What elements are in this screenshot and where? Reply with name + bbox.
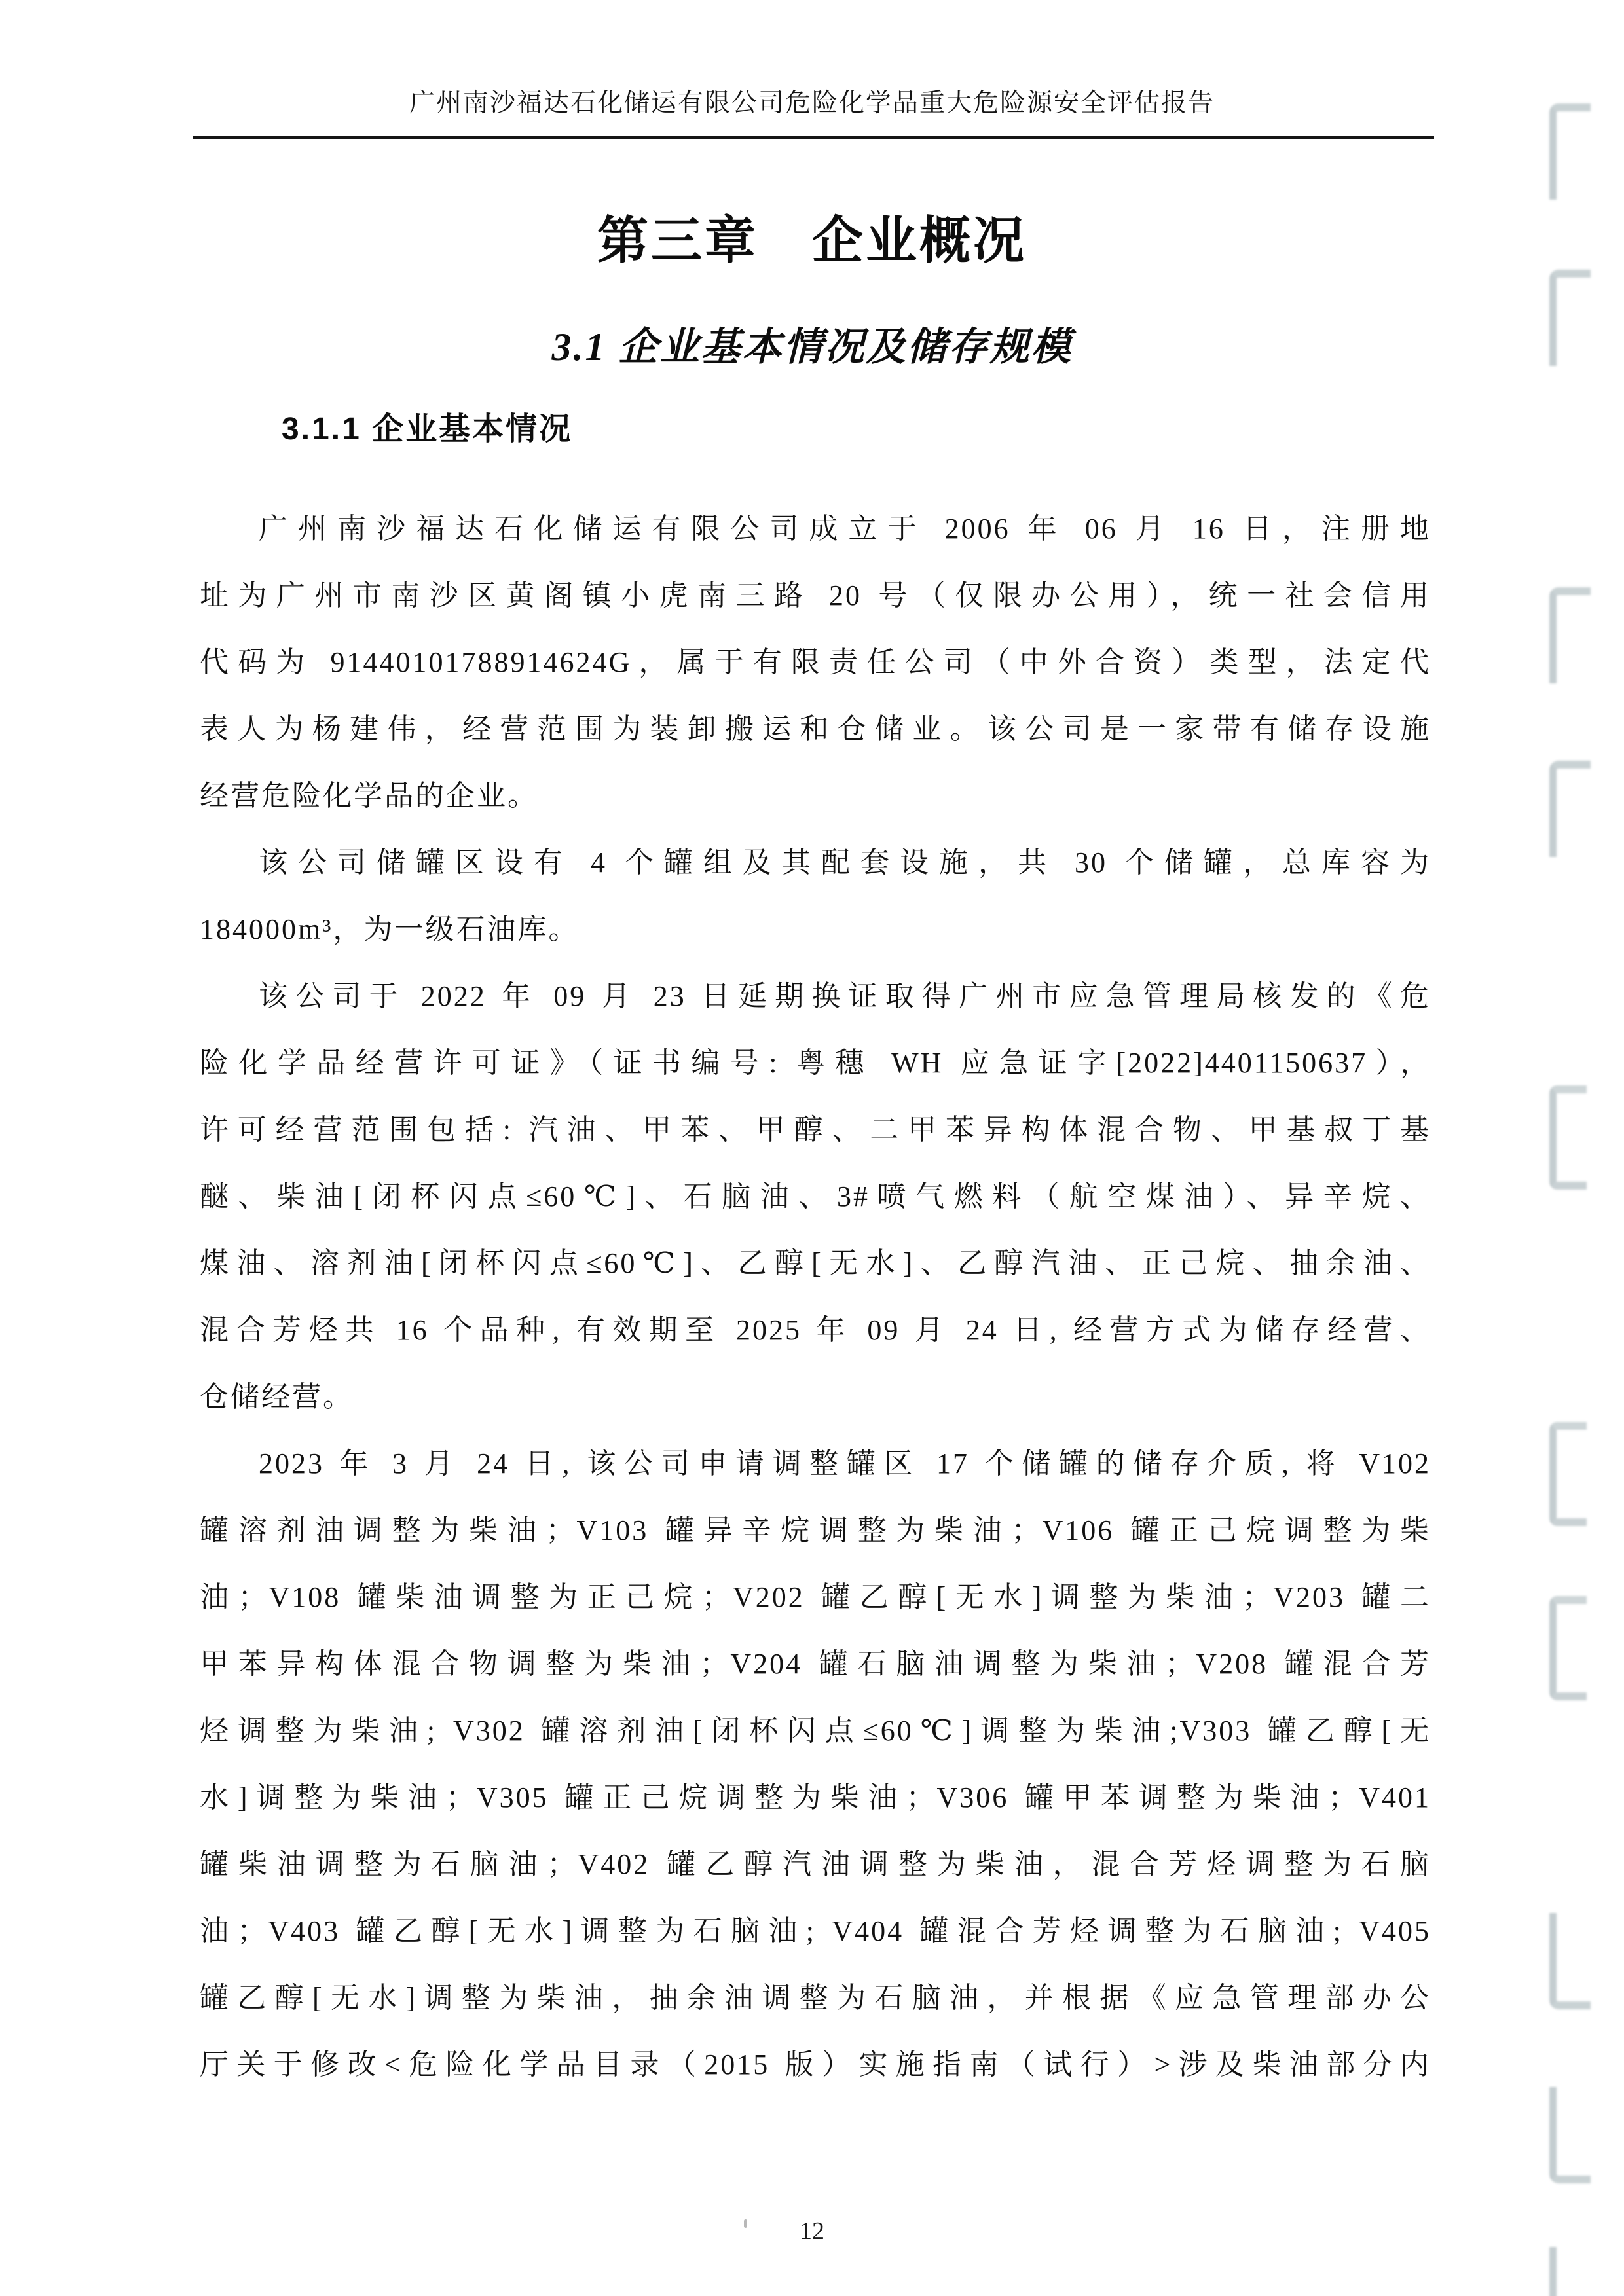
binder-hole-artifact [1549,1913,1591,2009]
body-line: 油；V108 罐柴油调整为正己烷；V202 罐乙醇[无水]调整为柴油；V203 罐二 [200,1581,1431,1613]
binder-hole-artifact [1549,1422,1587,1526]
body-line: 址为广州市南沙区黄阁镇小虎南三路 20 号（仅限办公用），统一社会信用 [200,579,1431,611]
subsection-title: 3.1.1 企业基本情况 [282,412,573,446]
body-line: 2023 年 3 月 24 日, 该公司申请调整罐区 17 个储罐的储存介质, 将 V102 [259,1448,1431,1480]
body-text [200,496,1431,2098]
binder-hole-artifact [1549,761,1591,857]
binder-hole-artifact [1549,587,1591,683]
binder-hole-artifact [1549,270,1591,366]
body-line: 经营危险化学品的企业。 [200,780,538,812]
page-number: 12 [800,2217,824,2245]
body-line: 罐乙醇[无水]调整为柴油，抽余油调整为石脑油，并根据《应急管理部办公 [200,1982,1431,2014]
binder-hole-artifact [1549,1085,1587,1190]
body-line: 广州南沙福达石化储运有限公司成立于 2006 年 06 月 16 日，注册地 [259,513,1431,545]
body-line: 油；V403 罐乙醇[无水]调整为石脑油; V404 罐混合芳烃调整为石脑油; V405 [200,1915,1431,1947]
binder-hole-artifact [1549,103,1591,200]
body-line: 表人为杨建伟，经营范围为装卸搬运和仓储业。该公司是一家带有储存设施 [200,713,1431,745]
body-line: 厅关于修改<危险化学品目录（2015 版）实施指南（试行）>涉及柴油部分内 [200,2049,1431,2081]
section-title: 3.1 企业基本情况及储存规模 [551,325,1073,369]
body-line: 该公司于 2022 年 09 月 23 日延期换证取得广州市应急管理局核发的《危 [259,980,1431,1012]
binder-hole-artifact [1549,1596,1587,1700]
binder-hole-artifact [1549,2087,1591,2183]
body-line: 罐溶剂油调整为柴油；V103 罐异辛烷调整为柴油；V106 罐正己烷调整为柴 [200,1514,1431,1546]
binder-hole-artifact [1549,2247,1591,2296]
body-line: 184000m³，为一级石油库。 [200,913,580,945]
body-line: 混合芳烃共 16 个品种, 有效期至 2025 年 09 月 24 日, 经营方式为储存经营、 [200,1314,1431,1346]
header-rule [193,136,1434,139]
body-line: 煤油、溶剂油[闭杯闪点≤60℃]、乙醇[无水]、乙醇汽油、正己烷、抽余油、 [200,1247,1431,1279]
body-line: 代码为 91440101788914624G，属于有限责任公司（中外合资）类型，法定代 [200,646,1431,678]
body-line: 水]调整为柴油；V305 罐正己烷调整为柴油；V306 罐甲苯调整为柴油；V401 [200,1781,1431,1813]
body-line: 许可经营范围包括: 汽油、甲苯、甲醇、二甲苯异构体混合物、甲基叔丁基 [200,1114,1431,1146]
scan-speck-artifact [744,2219,747,2228]
running-header: 广州南沙福达石化储运有限公司危险化学品重大危险源安全评估报告 [409,89,1215,117]
body-line: 罐柴油调整为石脑油；V402 罐乙醇汽油调整为柴油，混合芳烃调整为石脑 [200,1848,1431,1880]
body-line: 甲苯异构体混合物调整为柴油；V204 罐石脑油调整为柴油；V208 罐混合芳 [200,1648,1431,1680]
chapter-title: 第三章 企业概况 [597,211,1027,269]
body-line: 该公司储罐区设有 4 个罐组及其配套设施，共 30 个储罐，总库容为 [259,847,1431,879]
body-line: 烃调整为柴油; V302 罐溶剂油[闭杯闪点≤60℃]调整为柴油;V303 罐乙醇[无 [200,1715,1431,1747]
body-line: 仓储经营。 [200,1381,354,1413]
body-line: 醚、柴油[闭杯闪点≤60℃]、石脑油、3#喷气燃料（航空煤油）、异辛烷、 [200,1180,1431,1212]
body-line: 险化学品经营许可证》（证书编号: 粤穗 WH 应急证字[2022]4401150637）， [200,1047,1431,1079]
